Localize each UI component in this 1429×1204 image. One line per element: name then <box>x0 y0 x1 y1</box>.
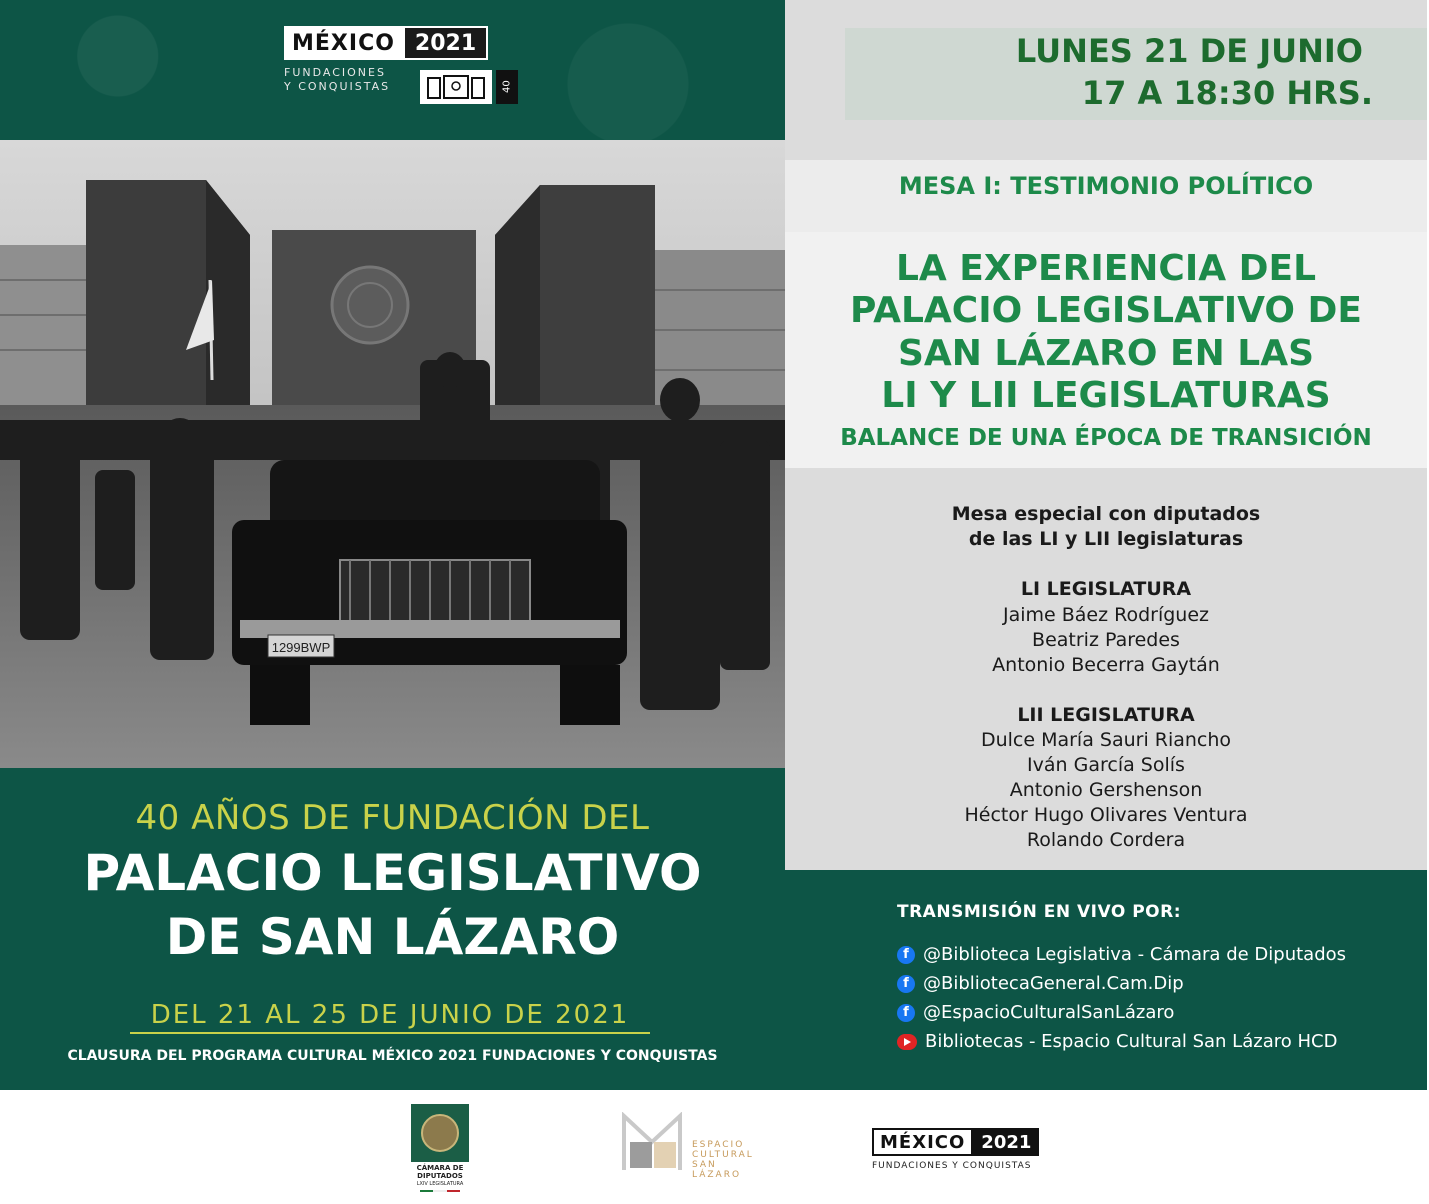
anniversary-badge: 40 <box>496 70 518 104</box>
mexico-2021-logo <box>284 26 518 104</box>
logo-subtitle-1: FUNDACIONES <box>284 66 386 79</box>
lii-member: Héctor Hugo Olivares Ventura <box>964 804 1248 826</box>
lii-member: Dulce María Sauri Riancho <box>980 729 1232 751</box>
logo-word: MÉXICO <box>284 26 403 60</box>
camara-text-2: DIPUTADOS <box>417 1172 463 1180</box>
youtube-link[interactable] <box>897 1031 1337 1052</box>
experience-line-1: LA EXPERIENCIA DEL <box>895 248 1317 289</box>
li-member: Beatriz Paredes <box>1032 629 1180 651</box>
footer-logo-word: MÉXICO <box>872 1128 973 1156</box>
palace-icon <box>420 70 492 104</box>
facebook-link[interactable] <box>897 1002 1174 1023</box>
channel-label: Bibliotecas - Espacio Cultural San Lázaro HCD <box>925 1031 1338 1052</box>
channel-label: @BibliotecaGeneral.Cam.Dip <box>923 973 1184 994</box>
balance-subtitle: BALANCE DE UNA ÉPOCA DE TRANSICIÓN <box>840 425 1372 451</box>
li-member: Antonio Becerra Gaytán <box>992 654 1220 676</box>
lii-member: Rolando Cordera <box>1026 829 1186 851</box>
special-line-2: de las LI y LII legislaturas <box>968 528 1244 550</box>
facebook-link[interactable] <box>897 944 1346 965</box>
espacio-text-3: SAN LÁZARO <box>692 1160 742 1180</box>
event-title-panel <box>0 768 785 1090</box>
historic-photo <box>0 140 785 768</box>
footer-logo-year: 2021 <box>973 1128 1039 1156</box>
palace-heading-line2: DE SAN LÁZARO <box>165 908 620 966</box>
lii-member: Iván García Solís <box>1027 754 1185 776</box>
mexico-2021-footer-logo <box>872 1128 1042 1180</box>
anniversary-heading: 40 AÑOS DE FUNDACIÓN DEL <box>135 798 650 838</box>
flag-stripe <box>420 1190 460 1192</box>
facebook-icon: f <box>897 975 915 993</box>
event-dates: DEL 21 AL 25 DE JUNIO DE 2021 <box>130 1000 650 1034</box>
li-member: Jaime Báez Rodríguez <box>1002 604 1210 626</box>
lii-title: LII LEGISLATURA <box>1017 704 1195 726</box>
license-plate: 1299BWP <box>271 640 331 655</box>
logo-subtitle-2: Y CONQUISTAS <box>284 80 391 93</box>
channel-label: @EspacioCulturalSanLázaro <box>923 1002 1175 1023</box>
youtube-icon <box>897 1034 917 1050</box>
facebook-icon: f <box>897 1004 915 1022</box>
experience-line-4: LI Y LII LEGISLATURAS <box>881 375 1331 416</box>
experience-line-3: SAN LÁZARO EN LAS <box>897 333 1315 374</box>
program-panel <box>785 0 1427 870</box>
seal-icon <box>411 1104 469 1162</box>
event-date: LUNES 21 DE JUNIO <box>1015 32 1363 70</box>
facebook-link[interactable] <box>897 973 1184 994</box>
espacio-cultural-logo <box>620 1112 770 1182</box>
lii-member: Antonio Gershenson <box>1009 779 1203 801</box>
camara-diputados-logo <box>408 1104 472 1194</box>
footer-logo-subtitle: FUNDACIONES Y CONQUISTAS <box>872 1161 1032 1171</box>
camara-text-1: CÁMARA DE <box>416 1164 464 1172</box>
event-time: 17 A 18:30 HRS. <box>1081 74 1373 112</box>
special-line-1: Mesa especial con diputados <box>951 503 1261 525</box>
transmission-panel <box>785 870 1427 1090</box>
li-title: LI LEGISLATURA <box>1020 578 1192 600</box>
espacio-text-1: ESPACIO <box>692 1140 745 1150</box>
experience-line-2: PALACIO LEGISLATIVO DE <box>850 290 1362 331</box>
camara-text-3: LXIV LEGISLATURA <box>416 1181 464 1187</box>
transmission-title: TRANSMISIÓN EN VIVO POR: <box>897 902 1181 922</box>
channel-label: @Biblioteca Legislativa - Cámara de Diputados <box>923 944 1347 965</box>
logo-year: 2021 <box>403 26 488 60</box>
closing-text: CLAUSURA DEL PROGRAMA CULTURAL MÉXICO 2021 FUNDACIONES Y CONQUISTAS <box>67 1048 718 1064</box>
palace-heading-line1: PALACIO LEGISLATIVO <box>83 844 702 902</box>
mesa-title: MESA I: TESTIMONIO POLÍTICO <box>898 172 1314 200</box>
espacio-text-2: CULTURAL <box>692 1150 754 1160</box>
header-banner <box>0 0 785 140</box>
espacio-mark-icon <box>620 1112 682 1176</box>
facebook-icon: f <box>897 946 915 964</box>
